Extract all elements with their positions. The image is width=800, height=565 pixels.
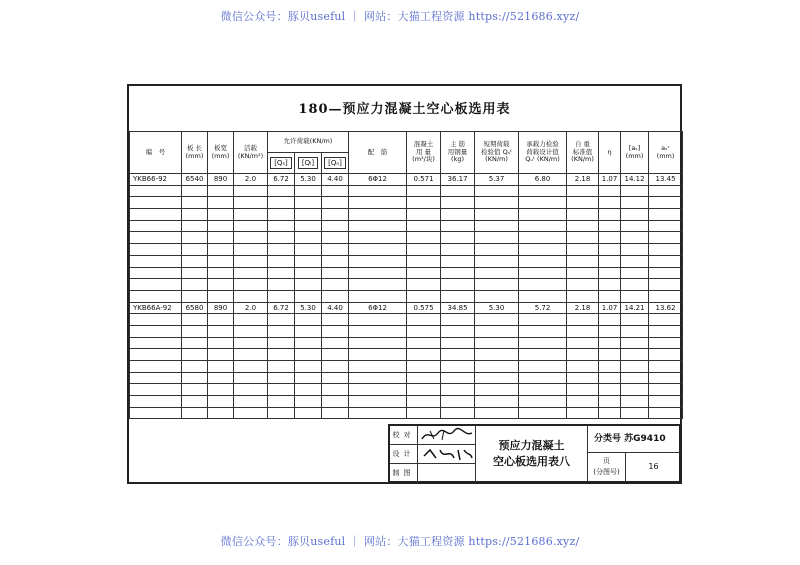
cell: 1.07 <box>599 174 621 186</box>
header-as: [aₛ] (mm) <box>621 132 649 174</box>
header-rating: 活载 (KN/m²) <box>234 132 268 174</box>
cell: 890 <box>208 174 234 186</box>
table-row <box>130 174 683 186</box>
watermark-bottom: 微信公众号：豚贝useful ｜ 网站：大猫工程资源 https://521686.xyz/ <box>220 535 580 548</box>
cell: 2.18 <box>567 174 599 186</box>
cell: 5.37 <box>475 174 519 186</box>
header-rebar: 配 筋 <box>349 132 407 174</box>
signature-mark <box>420 427 474 443</box>
cell: 5.30 <box>295 174 322 186</box>
cell: 0.575 <box>407 302 441 314</box>
table-row <box>130 302 683 314</box>
table-row-empty <box>130 209 683 221</box>
page-number: 16 <box>648 462 659 471</box>
header-code: 编 号 <box>130 132 182 174</box>
page-label: 页 (分图号) <box>588 453 626 481</box>
title-block <box>388 424 681 483</box>
table-row-empty <box>130 220 683 232</box>
cell: 36.17 <box>441 174 475 186</box>
cell: 2.0 <box>234 302 268 314</box>
signature-design <box>418 445 476 464</box>
header-concrete: 混凝土 用 量 (m³/块) <box>407 132 441 174</box>
table-row-empty <box>130 384 683 396</box>
table-row-empty <box>130 407 683 419</box>
cell: 34.85 <box>441 302 475 314</box>
table-row-empty <box>130 244 683 256</box>
cell: 5.72 <box>519 302 567 314</box>
table-row-empty <box>130 349 683 361</box>
selection-table <box>129 131 683 419</box>
table-row-empty <box>130 267 683 279</box>
cell: 5.30 <box>295 302 322 314</box>
cell: 1.07 <box>599 302 621 314</box>
table-row-empty <box>130 197 683 209</box>
table-row-empty <box>130 232 683 244</box>
cell-code: YKB66-92 <box>130 174 182 186</box>
cell: 6.72 <box>268 302 295 314</box>
page-title: 180—预应力混凝土空心板选用表 <box>298 102 511 117</box>
table-row-empty <box>130 372 683 384</box>
signature-mark <box>420 446 474 462</box>
header-eta: η <box>599 132 621 174</box>
role-design: 设计 <box>390 445 418 464</box>
signature-check <box>418 426 476 445</box>
cell: 6Φ12 <box>349 174 407 186</box>
signature-draft <box>418 464 476 483</box>
watermark-top: 微信公众号：豚贝useful ｜ 网站：大猫工程资源 https://521686.xyz/ <box>220 10 580 23</box>
table-row-empty <box>130 314 683 326</box>
table-row-empty <box>130 361 683 373</box>
header-short: 短期荷载 检验值 Qₛᵗ (KN/m) <box>475 132 519 174</box>
header-width: 板宽 (mm) <box>208 132 234 174</box>
cell: 5.30 <box>475 302 519 314</box>
table-row-empty <box>130 325 683 337</box>
table-row-empty <box>130 279 683 291</box>
cell: 6Φ12 <box>349 302 407 314</box>
cell: 4.40 <box>322 174 349 186</box>
cell: 14.21 <box>621 302 649 314</box>
header-self: 自 重 标准值 (KN/m) <box>567 132 599 174</box>
cell: 13.62 <box>649 302 683 314</box>
table-row-empty <box>130 396 683 408</box>
cell: 4.40 <box>322 302 349 314</box>
header-q3: [Qₙ] <box>322 153 349 174</box>
header-bearing: 承载力检验 荷载设计值 Qᵤᵗ (KN/m) <box>519 132 567 174</box>
header-q1: [Qₛ] <box>268 153 295 174</box>
cell: 6580 <box>182 302 208 314</box>
table-row-empty <box>130 185 683 197</box>
header-allow: 允许荷载(KN/m) <box>268 132 349 153</box>
role-draft: 制图 <box>390 464 418 483</box>
role-check: 校对 <box>390 426 418 445</box>
header-steel: 主 筋 用钢量 (kg) <box>441 132 475 174</box>
cell: 6.80 <box>519 174 567 186</box>
drawing-name: 预应力混凝土 空心板选用表八 <box>476 426 588 481</box>
cell: 13.45 <box>649 174 683 186</box>
cell: 6540 <box>182 174 208 186</box>
class-number: 分类号 苏G9410 <box>588 426 681 453</box>
cell: 2.18 <box>567 302 599 314</box>
header-q2: [Qₗ] <box>295 153 322 174</box>
header-length: 板 长 (mm) <box>182 132 208 174</box>
header-row-1 <box>130 132 683 153</box>
table-row-empty <box>130 255 683 267</box>
cell-code: YKB66A-92 <box>130 302 182 314</box>
table-row-empty <box>130 337 683 349</box>
header-as2: aₛᶜ (mm) <box>649 132 683 174</box>
cell: 890 <box>208 302 234 314</box>
table-row-empty <box>130 290 683 302</box>
cell: 14.12 <box>621 174 649 186</box>
cell: 0.571 <box>407 174 441 186</box>
cell: 2.0 <box>234 174 268 186</box>
cell: 6.72 <box>268 174 295 186</box>
